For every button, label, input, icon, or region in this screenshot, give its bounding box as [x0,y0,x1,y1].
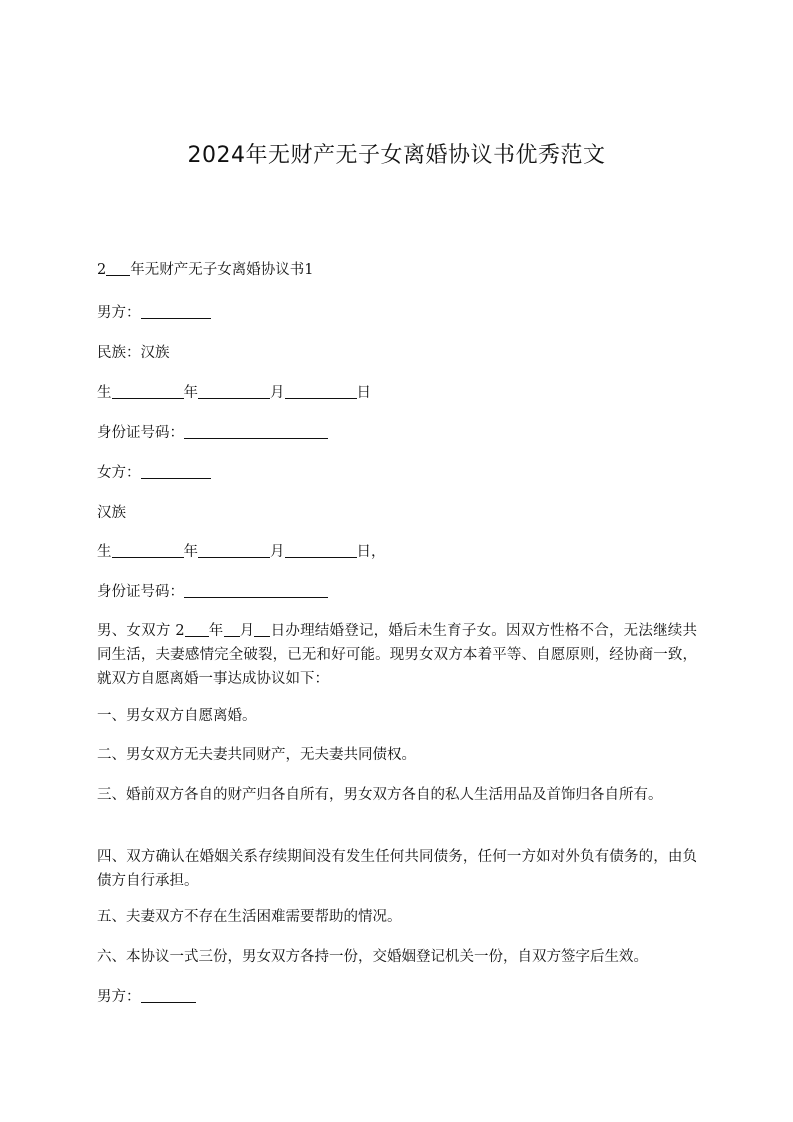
signature-blank [141,987,196,1003]
clause-6: 六、本协议一式三份，男女双方各持一份，交婚姻登记机关一份，自双方签字后生效。 [97,949,648,965]
birth-month-blank [198,383,270,399]
intro-month-label: 月 [239,623,255,639]
woman-label: 女方： [97,465,141,481]
month-label: 月 [270,385,285,401]
man-name-blank [141,303,211,319]
id-label: 身份证号码： [97,584,184,600]
birth-label: 生 [97,385,112,401]
signature-label: 男方： [97,989,141,1005]
woman-nation: 汉族 [97,505,126,521]
birth-day-blank [285,542,357,558]
marriage-year-blank [185,621,209,637]
day-label: 日 [356,385,371,401]
birth-day-blank [285,383,357,399]
id-label: 身份证号码： [97,425,184,441]
year-label: 年 [183,544,198,560]
man-id-line [97,421,328,445]
man-nation: 民族：汉族 [97,345,170,361]
clause-2: 二、男女双方无夫妻共同财产，无夫妻共同债权。 [97,747,416,763]
woman-birth-line [97,540,386,564]
man-label: 男方： [97,305,141,321]
birth-year-blank [112,383,184,399]
id-number-blank [184,582,328,598]
marriage-day-blank [254,621,270,637]
section-heading [97,258,313,282]
birth-label: 生 [97,544,112,560]
clause-1: 一、男女双方自愿离婚。 [97,708,257,724]
marriage-month-blank [224,621,240,637]
section-heading-prefix: 2 [97,262,107,278]
woman-id-line [97,580,328,604]
clause-4: 四、双方确认在婚姻关系存续期间没有发生任何共同债务，任何一方如对外负有债务的，由负债方自行承担。 [97,849,697,889]
birth-month-blank [198,542,270,558]
woman-line [97,461,211,485]
document-title: 2024年无财产无子女离婚协议书优秀范文 [187,143,606,168]
signature-line [97,985,196,1009]
section-heading-suffix: 年无财产无子女离婚协议书1 [130,262,314,278]
year-label: 年 [183,385,198,401]
intro-year-label: 年 [208,623,224,639]
man-line [97,301,211,325]
intro-part-4: 日办理结婚登记，婚后未生育子女。因双方性格不合，无法继续共同生活，夫妻感情完全破裂，已无和好可能。现男女双方本着平等、自愿原则，经协商一致，就双方自愿离婚一事达成协议如下： [97,623,697,687]
clause-5: 五、夫妻双方不存在生活困难需要帮助的情况。 [97,909,402,925]
day-label: 日， [356,544,386,560]
woman-name-blank [141,463,211,479]
birth-year-blank [112,542,184,558]
month-label: 月 [270,544,285,560]
intro-part-1: 男、女双方 2 [97,623,185,639]
year-blank [106,260,130,276]
intro-paragraph [97,619,697,691]
id-number-blank [184,423,328,439]
man-birth-line [97,381,371,405]
clause-3: 三、婚前双方各自的财产归各自所有，男女双方各自的私人生活用品及首饰归各自所有。 [97,787,663,803]
